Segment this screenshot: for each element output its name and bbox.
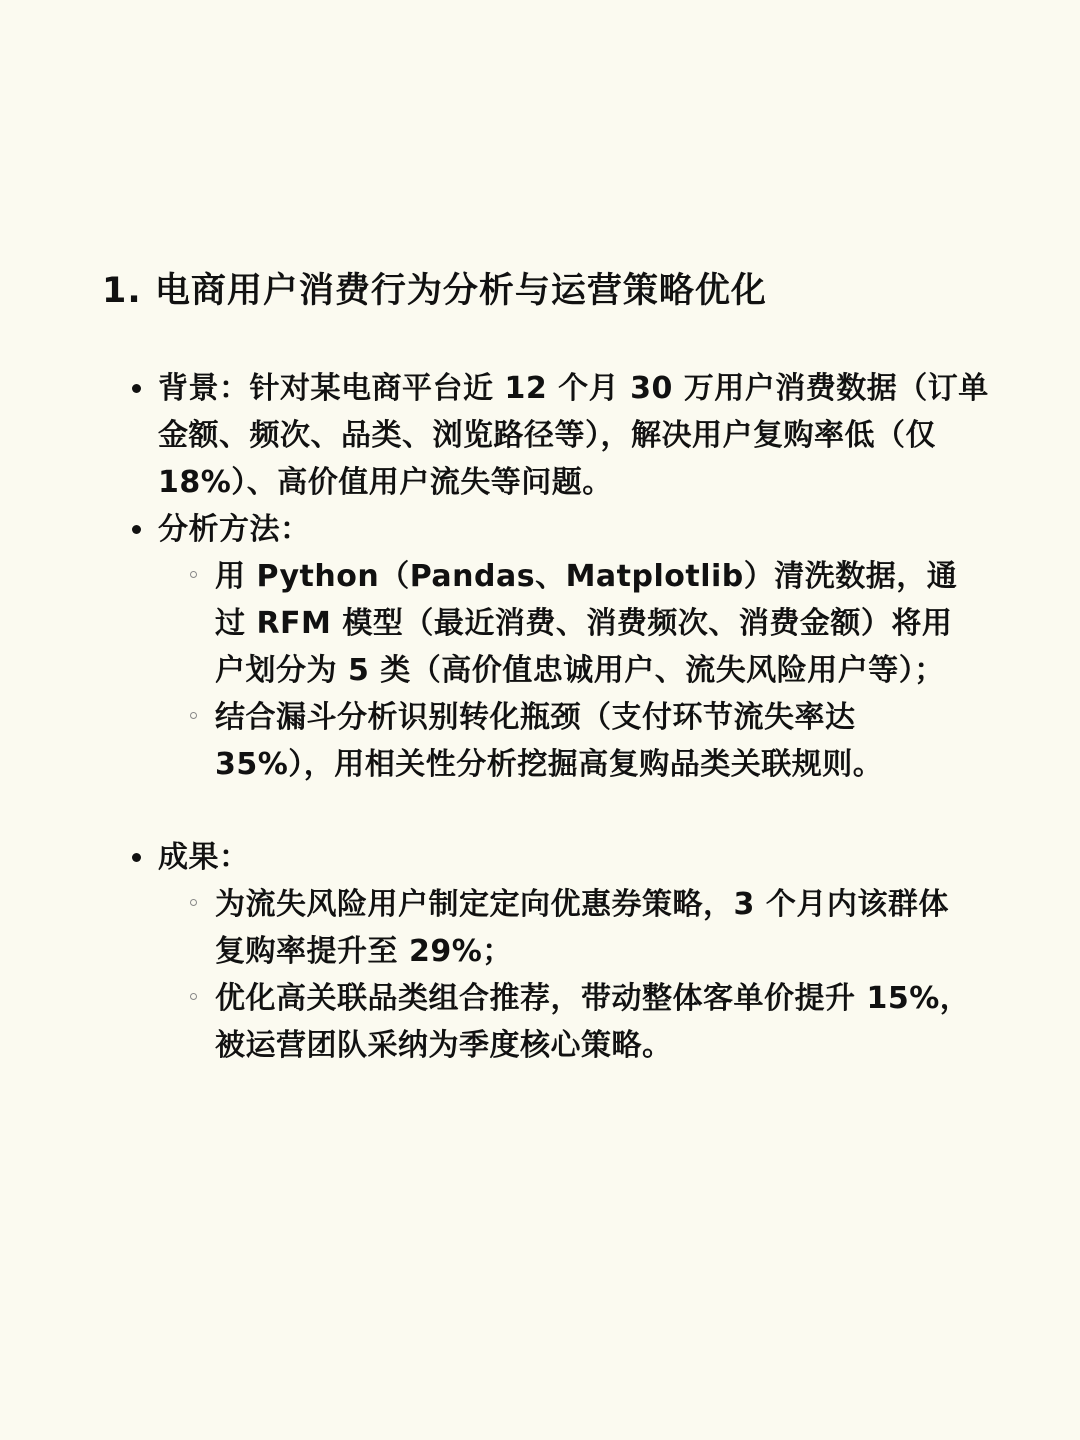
method-item-text: 用 Python（Pandas、Matplotlib）清洗数据，通过 RFM 模型（最近消费、消费频次、消费金额）将用户划分为 5 类（高价值忠诚用户、流失风险用户等）； [215, 559, 958, 688]
page-title: 1. 电商用户消费行为分析与运营策略优化 [102, 271, 767, 311]
result-label: 成果： [158, 840, 250, 875]
bullet-dot-icon [132, 853, 141, 862]
background-label: 背景： [158, 371, 250, 406]
background-section [130, 365, 990, 506]
result-item-text: 优化高关联品类组合推荐，带动整体客单价提升 15%，被运营团队采纳为季度核心策略。 [215, 981, 971, 1063]
hollow-circle-icon [190, 571, 197, 578]
hollow-circle-icon [190, 899, 197, 906]
bullet-dot-icon [132, 525, 141, 534]
hollow-circle-icon [190, 993, 197, 1000]
bullet-dot-icon [132, 384, 141, 393]
result-bullet [130, 834, 990, 881]
hollow-circle-icon [190, 712, 197, 719]
result-item-text: 为流失风险用户制定定向优惠券策略，3 个月内该群体复购率提升至 29%； [215, 887, 949, 969]
method-item-text: 结合漏斗分析识别转化瓶颈（支付环节流失率达 35%），用相关性分析挖掘高复购品类关联规则。 [215, 700, 884, 782]
method-bullet [130, 506, 990, 553]
result-section [130, 834, 990, 1069]
background-bullet [130, 365, 990, 506]
result-item [187, 881, 975, 975]
background-text: 针对某电商平台近 12 个月 30 万用户消费数据（订单金额、频次、品类、浏览路径等），解决用户复购率低（仅 18%）、高价值用户流失等问题。 [158, 371, 989, 500]
method-item [187, 694, 975, 788]
result-item [187, 975, 975, 1069]
method-label: 分析方法： [158, 512, 311, 547]
method-item [187, 553, 975, 694]
method-section [130, 506, 990, 788]
